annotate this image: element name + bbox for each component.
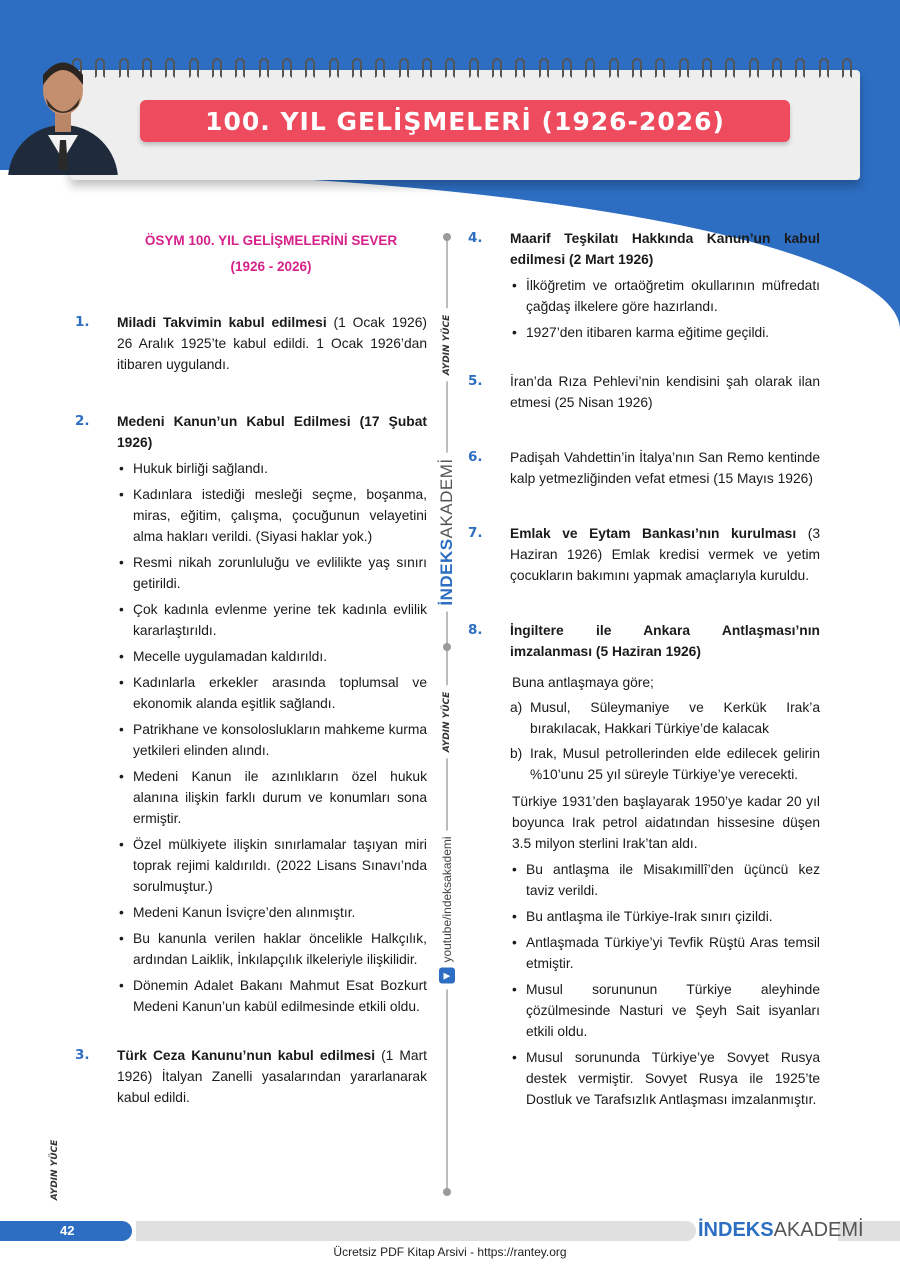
binder-ring-icon: [375, 58, 385, 78]
binder-ring-icon: [725, 58, 735, 78]
binder-ring-icon: [655, 58, 665, 78]
title-banner: [140, 100, 790, 142]
binder-ring-icon: [235, 58, 245, 78]
divider-dot: [443, 643, 451, 651]
bullet-item: • Patrikhane ve konsoloslukların mahkeme kurma yetkileri elinden alındı.: [117, 719, 427, 761]
binder-ring-icon: [165, 58, 175, 78]
right-column: [468, 228, 820, 1110]
lettered-list: [468, 697, 820, 785]
list-item: 5. İran’da Rıza Pehlevi’nin kendisini şah olarak ilan etmesi (25 Nisan 1926): [468, 373, 820, 410]
bullet-list: [75, 458, 427, 1017]
footer-credit: Ücretsiz PDF Kitap Arsivi - https://rantey.org: [333, 1245, 567, 1259]
youtube-icon: ▶: [439, 968, 455, 984]
paragraph: Türkiye 1931’den başlayarak 1950’ye kadar 20 yıl boyunca Irak petrol aidatından hissesine düşen 3.5 milyon sterlini Irak’tan aldı.: [512, 794, 820, 851]
binder-ring-icon: [632, 58, 642, 78]
binder-ring-icon: [772, 58, 782, 78]
bullet-item: • Dönemin Adalet Bakanı Mahmut Esat Bozkurt Medeni Kanun’un kabül edilmesinde etkili oldu.: [117, 975, 427, 1017]
vertical-youtube-link[interactable]: ▶ youtube/indeksakademi: [439, 830, 455, 989]
list-item: 6. Padişah Vahdettin’in İtalya’nın San Remo kentinde kalp yetmezliğinden vefat etmesi (15 Mayıs 1926): [468, 449, 820, 486]
bullet-item: • Musul sorununun Türkiye aleyhinde çözülmesinde Nasturi ve Şeyh Sait isyanları etkili oldu.: [510, 979, 820, 1042]
bullet-item: • Hukuk birliği sağlandı.: [117, 458, 427, 479]
binder-ring-icon: [585, 58, 595, 78]
page-number: 42: [60, 1223, 75, 1238]
bullet-item: • Antlaşmada Türkiye’yi Tevfik Rüştü Aras temsil etmiştir.: [510, 932, 820, 974]
list-item: 2. Medeni Kanun’un Kabul Edilmesi (17 Şubat 1926): [75, 413, 427, 450]
divider-dot: [443, 1188, 451, 1196]
binder-ring-icon: [749, 58, 759, 78]
bullet-item: • Mecelle uygulamadan kaldırıldı.: [117, 646, 427, 667]
binder-ring-icon: [329, 58, 339, 78]
binder-ring-icon: [305, 58, 315, 78]
binder-ring-icon: [679, 58, 689, 78]
bullet-item: • Çok kadınla evlenme yerine tek kadınla evlilik kararlaştırıldı.: [117, 599, 427, 641]
bullet-item: • Resmi nikah zorunluluğu ve evlilikte yaş sınırı getirildi.: [117, 552, 427, 594]
bullet-list: [468, 859, 820, 1110]
list-item: 7. Emlak ve Eytam Bankası’nın kurulması (3 Haziran 1926) Emlak kredisi vermek ve yetim çocukların bakımını yapmak amaçlarıyla kuruldu.: [468, 525, 820, 583]
binder-rings: [72, 58, 852, 80]
binder-ring-icon: [492, 58, 502, 78]
binder-ring-icon: [445, 58, 455, 78]
footer-bar: [136, 1221, 696, 1241]
bullet-item: • İlköğretim ve ortaöğretim okullarının müfredatı çağdaş ilkelere göre hazırlandı.: [510, 275, 820, 317]
binder-ring-icon: [702, 58, 712, 78]
bullet-item: • 1927’den itibaren karma eğitime geçildi.: [510, 322, 820, 343]
binder-ring-icon: [842, 58, 852, 78]
side-author-name: AYDIN YÜCE: [50, 1139, 60, 1201]
list-item: 3. Türk Ceza Kanunu’nun kabul edilmesi (1 Mart 1926) İtalyan Zanelli yasalarından yararlanarak kabul edildi.: [75, 1047, 427, 1105]
binder-ring-icon: [189, 58, 199, 78]
binder-ring-icon: [515, 58, 525, 78]
bullet-item: • Medeni Kanun İsviçre’den alınmıştır.: [117, 902, 427, 923]
binder-ring-icon: [119, 58, 129, 78]
bullet-item: • Bu antlaşma ile Türkiye-Irak sınırı çizildi.: [510, 906, 820, 927]
bullet-list: [468, 275, 820, 343]
lettered-item: a) Musul, Süleymaniye ve Kerkük Irak’a bırakılacak, Hakkari Türkiye’de kalacak: [510, 700, 820, 736]
binder-ring-icon: [819, 58, 829, 78]
list-item: 1. Miladi Takvimin kabul edilmesi (1 Ocak 1926) 26 Aralık 1925’te kabul edildi. 1 Ocak 1926’dan itibaren uygulandı.: [75, 314, 427, 372]
author-avatar: [8, 40, 118, 175]
intro-heading: ÖSYM 100. YIL GELİŞMELERİNİ SEVER (1926 - 2026): [144, 233, 398, 274]
binder-ring-icon: [259, 58, 269, 78]
list-item: 4. Maarif Teşkilatı Hakkında Kanun’un kabul edilmesi (2 Mart 1926): [468, 230, 820, 267]
binder-ring-icon: [352, 58, 362, 78]
page-title: 100. YIL GELİŞMELERİ (1926-2026): [205, 106, 725, 136]
bullet-item: • Kadınlara istediği mesleği seçme, boşanma, miras, eğitim, çalışma, çocuğunun velayetini alma hakları verildi. (Siyasi haklar yok.): [117, 484, 427, 547]
list-item: 8. İngiltere ile Ankara Antlaşması’nın imzalanması (5 Haziran 1926): [468, 622, 820, 659]
binder-ring-icon: [609, 58, 619, 78]
binder-ring-icon: [422, 58, 432, 78]
bullet-item: • Bu kanunla verilen haklar öncelikle Halkçılık, ardından Laiklik, İnkılapçılık ilkeleriyle ilişkilidir.: [117, 928, 427, 970]
binder-ring-icon: [142, 58, 152, 78]
vertical-author-name: AYDIN YÜCE: [442, 309, 452, 382]
binder-ring-icon: [539, 58, 549, 78]
divider-dot: [443, 233, 451, 241]
binder-ring-icon: [282, 58, 292, 78]
bullet-item: • Musul sorununda Türkiye’ye Sovyet Rusya destek vermiştir. Sovyet Rusya ile 1925’te Dostluk ve Tarafsızlık Antlaşması imzalanmıştır.: [510, 1047, 820, 1110]
lettered-item: b) Irak, Musul petrollerinden elde edilecek gelirin %10’unu 25 yıl süreyle Türkiye’ye verecekti.: [510, 746, 820, 782]
bullet-item: • Özel mülkiyete ilişkin sınırlamalar taşıyan miri toprak rejimi kaldırıldı. (2022 Lisans Sınavı’nda sorulmuştur.): [117, 834, 427, 897]
binder-ring-icon: [212, 58, 222, 78]
left-column: [75, 228, 427, 1108]
vertical-brand-logo: İNDEKSAKADEMİ: [437, 452, 457, 611]
bullet-item: • Medeni Kanun ile azınlıkların özel hukuk alanına ilişkin farklı durum ve konumları sona ermiştir.: [117, 766, 427, 829]
paragraph: Buna antlaşmaya göre;: [512, 675, 654, 690]
bullet-item: • Kadınlarla erkekler arasında toplumsal ve ekonomik alanda eşitlik sağlandı.: [117, 672, 427, 714]
page-number-badge: [0, 1221, 132, 1241]
bullet-item: • Bu antlaşma ile Misakımillî’den üçüncü kez taviz verildi.: [510, 859, 820, 901]
binder-ring-icon: [562, 58, 572, 78]
footer-brand-logo: İNDEKSAKADEMİ: [698, 1219, 864, 1241]
vertical-author-name: AYDIN YÜCE: [442, 686, 452, 759]
binder-ring-icon: [795, 58, 805, 78]
binder-ring-icon: [469, 58, 479, 78]
binder-ring-icon: [399, 58, 409, 78]
